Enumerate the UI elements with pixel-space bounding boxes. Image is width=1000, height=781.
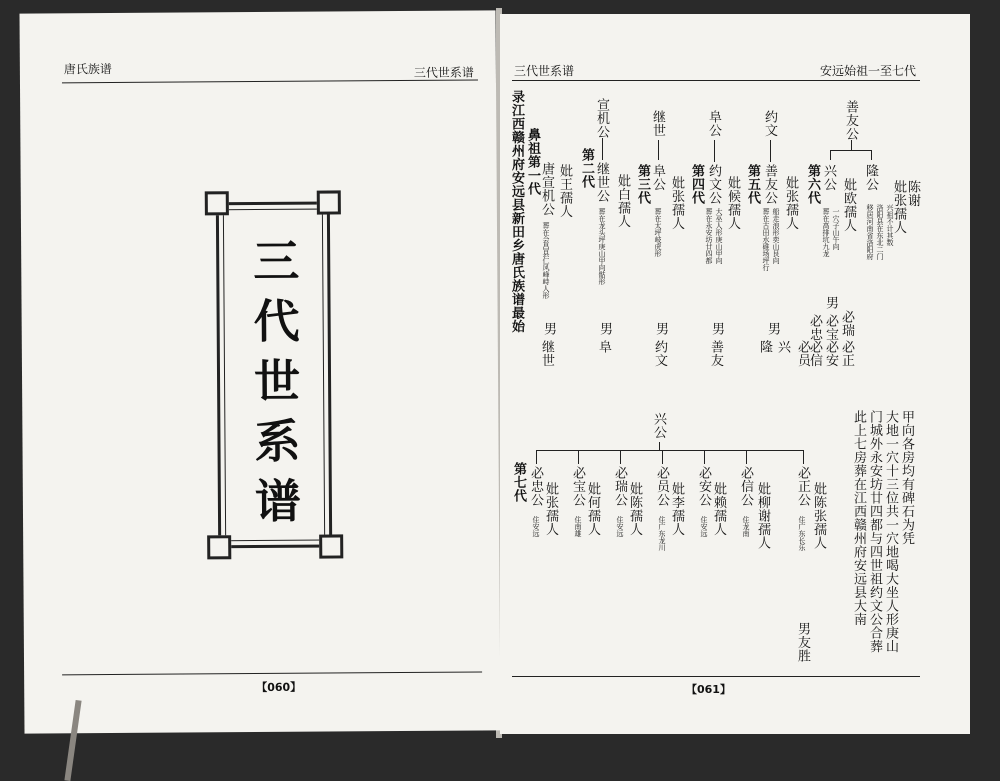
gen6-son-bi-rui: 必瑞 <box>839 310 854 337</box>
gen6-name-xing: 兴公 <box>821 164 836 191</box>
gen1-burial: 葬在会昌县仁风峰峙人形 <box>542 222 550 299</box>
gen5-label: 第五代 <box>745 164 760 205</box>
page-number: 【061】 <box>686 683 731 696</box>
gen7-member-note: 住广东长乐 <box>798 516 806 551</box>
gen3-wife: 妣张孺人 <box>669 176 684 230</box>
page-number: 【060】 <box>256 680 302 695</box>
header-right: 安远始祖一至七代 <box>819 64 916 78</box>
gen4-son-label: 男 <box>709 322 724 336</box>
gen7-member-wife: 妣陈张孺人 <box>811 482 826 550</box>
gen6-xing-burial-2: 葬在高排坑九龙 <box>822 208 830 257</box>
gen7-member-note: 住广东龙川 <box>658 516 666 551</box>
gen2-wife: 妣白孺人 <box>615 174 630 228</box>
gen3-top: 继世 <box>650 110 665 137</box>
gen4-label: 第四代 <box>689 164 704 205</box>
left-page <box>19 10 500 733</box>
gen1-son: 继世 <box>539 340 554 367</box>
burial-note-line: 门城外永安坊廿四都与四世祖约文公合葬 <box>867 410 882 653</box>
gen3-son-label: 男 <box>653 322 668 336</box>
gen2-burial: 葬在龙头坪庚山甲向骷形 <box>598 208 606 285</box>
gen7-member-wife: 妣张孺人 <box>543 482 558 536</box>
gen6-wife-xing: 妣欧孺人 <box>841 178 856 232</box>
gen7-member-wife: 妣李孺人 <box>669 482 684 536</box>
gen5-son-label: 男 <box>765 322 780 336</box>
gen5-burial-1: 船走浪形奕山艮向 <box>772 208 780 264</box>
gen7-member-note: 住龙南 <box>742 516 750 537</box>
gen6-long-note-3: 移居河南省洛阳府 <box>866 204 874 260</box>
gen5-wife: 妣张孺人 <box>783 176 798 230</box>
header-left: 三代世系谱 <box>514 64 575 78</box>
page-title: 三代世系谱 <box>246 236 303 538</box>
title-frame <box>216 202 332 549</box>
gen4-burial-1: 大巫人形庚山甲向 <box>715 208 723 264</box>
gen7-member-name: 必安公 <box>696 466 711 507</box>
gen5-son-1: 兴 <box>775 340 790 354</box>
gen7-member-note: 住安远 <box>616 516 624 537</box>
gen4-top: 阜公 <box>706 110 721 137</box>
gen2-son-label: 男 <box>597 322 612 336</box>
gen7-member-wife: 妣柳谢孺人 <box>755 482 770 550</box>
gen2-label: 第二代 <box>579 148 594 189</box>
right-page <box>500 14 970 734</box>
gen3-son: 约文 <box>652 340 667 367</box>
gen5-son-2: 隆 <box>757 340 772 354</box>
gen7-member-name: 必忠公 <box>528 466 543 507</box>
gen2-top: 宣机公 <box>594 98 609 139</box>
gen5-name: 善友公 <box>762 164 777 205</box>
gen7-label: 第七代 <box>511 462 526 503</box>
gen6-son-bi-bao: 必宝 <box>823 314 838 341</box>
gen7-member-wife: 妣陈孺人 <box>627 482 642 536</box>
gen4-burial-2: 葬在永安坊廿四都 <box>705 208 713 264</box>
footer-rule <box>62 671 482 675</box>
gen1-son-label: 男 <box>541 322 556 336</box>
gen2-name: 继世公 <box>594 162 609 203</box>
gen1-name: 唐宣机公 <box>539 162 554 216</box>
gen3-name: 阜公 <box>650 164 665 191</box>
gen6-long-note-2: 洛阳县在东北二门 <box>876 204 884 260</box>
gen7-top: 兴公 <box>651 412 666 439</box>
gen6-label: 第六代 <box>805 164 820 205</box>
gen6-son-bi-zhong: 必忠 <box>807 314 822 341</box>
gen7-member-name: 必员公 <box>654 466 669 507</box>
gen6-top: 善友公 <box>843 100 858 141</box>
gen6-son-label: 男 <box>823 296 838 310</box>
gen7-member-note: 住安远 <box>532 516 540 537</box>
gen4-son: 善友 <box>708 340 723 367</box>
gen7-member-note: 住南雄 <box>574 516 582 537</box>
burial-note-line: 大地一穴十三位共一穴地喝大坐人形庚山 <box>883 410 898 653</box>
gen7-son: 男友胜 <box>795 622 810 663</box>
header-rule <box>512 80 920 81</box>
gen7-member-wife: 妣赖孺人 <box>711 482 726 536</box>
gen7-member-name: 必宝公 <box>570 466 585 507</box>
gen6-wife-long: 妣张孺人 <box>891 180 906 234</box>
gen6-xing-burial-1: 一穴子山午向 <box>832 208 840 250</box>
gen7-member-name: 必正公 <box>795 466 810 507</box>
gen6-name-long: 隆公 <box>863 164 878 191</box>
burial-note-line: 甲向各房均有碑石为凭 <box>899 410 914 545</box>
gen6-son-bi-yuan: 必员 <box>795 340 810 367</box>
gen5-top: 约文 <box>762 110 777 137</box>
footer-rule <box>512 676 920 677</box>
first-ancestor-label: 鼻祖第一代 <box>525 128 540 196</box>
gen3-burial: 葬在太坪岐虎形 <box>654 208 662 257</box>
gen5-burial-2: 葬在古田水碓场坪行 <box>762 208 770 271</box>
gen7-member-wife: 妣何孺人 <box>585 482 600 536</box>
gen4-wife: 妣候孺人 <box>725 176 740 230</box>
gen1-wife: 妣王孺人 <box>557 164 572 218</box>
header-rule <box>62 79 478 83</box>
gen6-long-note-1: 兴祖不计其数 <box>886 204 894 246</box>
burial-note-line: 此上七房葬在江西赣州府安远县大南 <box>851 410 866 626</box>
gen7-member-name: 必瑞公 <box>612 466 627 507</box>
gen7-member-name: 必信公 <box>738 466 753 507</box>
gen6-son-bi-an: 必安 <box>823 340 838 367</box>
gen6-son-bi-xin: 必信 <box>807 340 822 367</box>
header-left: 唐氏族谱 <box>63 62 112 77</box>
gen6-son-bi-zheng: 必正 <box>839 340 854 367</box>
gen6-wife-long-2: 陈谢 <box>905 180 920 207</box>
header-right: 三代世系谱 <box>413 65 474 80</box>
gen7-member-note: 住安远 <box>700 516 708 537</box>
gen2-son: 阜 <box>596 340 611 354</box>
gen4-name: 约文公 <box>706 164 721 205</box>
intro-text: 录江西赣州府安远县新田乡唐氏族谱最始 <box>509 90 524 333</box>
gen3-label: 第三代 <box>635 164 650 205</box>
